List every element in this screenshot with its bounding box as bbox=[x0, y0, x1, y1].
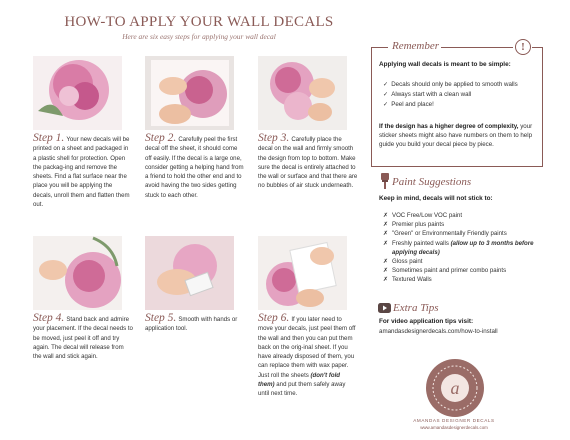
step-5-label: Step 5. bbox=[145, 312, 177, 324]
step-6-label: Step 6. bbox=[258, 312, 290, 324]
page-title: HOW-TO APPLY YOUR WALL DECALS bbox=[64, 14, 334, 30]
paint-heading: Keep in mind, decals will not stick to: bbox=[379, 195, 493, 202]
remember-rule-right bbox=[441, 47, 513, 48]
list-item: ✗ Sometimes paint and primer combo paints bbox=[383, 266, 543, 275]
step-5-text: Step 5. Smooth with hands or application tool. bbox=[145, 312, 238, 333]
step-6-photo bbox=[258, 236, 347, 310]
step-2-text: Step 2. Carefully peel the first decal off the sheet, it should come off easily. If the decal is a large one, consider getting a helping hand from a friend to hold the other end and to avoid having the two sides getting stuck to each other. bbox=[145, 132, 244, 199]
step-5-photo bbox=[145, 236, 234, 310]
list-item: ✓ Decals should only be applied to smooth walls bbox=[383, 80, 518, 90]
list-item: ✗ Textured Walls bbox=[383, 275, 543, 284]
step-3-label: Step 3. bbox=[258, 132, 290, 144]
page-subtitle: Here are six easy steps for applying your wall decal bbox=[122, 32, 276, 41]
extra-tips-title: Extra Tips bbox=[393, 302, 439, 314]
remember-heading: Applying wall decals is meant to be simple: bbox=[379, 61, 511, 68]
brand-name: AMANDAS DESIGNER DECALS bbox=[413, 418, 495, 423]
list-item: ✗ Gloss paint bbox=[383, 257, 543, 266]
paint-list bbox=[383, 211, 543, 285]
remember-list bbox=[383, 80, 518, 111]
video-tips-label: For video application tips visit: bbox=[379, 318, 474, 325]
step-4-text: Step 4. Stand back and admire your placement. If the decal needs to be moved, just peel it off and try again. The decal will release from the wall and stick again. bbox=[33, 312, 133, 361]
remember-rule-end bbox=[532, 47, 543, 48]
step-1-photo bbox=[33, 56, 122, 130]
step-3-text: Step 3. Carefully place the decal on the wall and firmly smooth the design from top to bottom. Make sure the decal is entirely attached to the wall or surface and that there are no bubbles of air stuck underneath. bbox=[258, 132, 358, 190]
remember-rule-left bbox=[371, 47, 388, 48]
step-2-label: Step 2. bbox=[145, 132, 177, 144]
step-6-text: Step 6. If you later need to move your decals, just peel them off the wall and then you can put them back on the orig-inal sheet. If you have already disposed of them, you can replace them with wax paper. Just roll the sheets (don't fold them) and put them safely away until next time. bbox=[258, 312, 356, 398]
brand-logo bbox=[425, 358, 485, 418]
paint-suggestions-title: Paint Suggestions bbox=[392, 176, 472, 188]
step-3-photo bbox=[258, 56, 347, 130]
list-item: ✗ Premier plus paints bbox=[383, 220, 543, 229]
step-4-label: Step 4. bbox=[33, 312, 65, 324]
list-item: ✗ "Green" or Environmentally Friendly paints bbox=[383, 229, 543, 238]
step-1-text: Step 1. Your new decals will be printed on a sheet and packaged in a plastic shell for protection. Open the packag-ing and remove the sheets. Find a flat surface near the place you will be applying the decals, unroll them and flatten them out. bbox=[33, 132, 130, 209]
list-item: ✓ Always start with a clean wall bbox=[383, 90, 518, 100]
alert-icon: ! bbox=[515, 39, 531, 55]
video-tips-link[interactable]: amandasdesignerdecals.com/how-to-install bbox=[379, 328, 498, 335]
list-item: ✗ Freshly painted walls (allow up to 3 months before applying decals) bbox=[383, 239, 543, 257]
step-1-label: Step 1. bbox=[33, 132, 65, 144]
list-item: ✓ Peel and place! bbox=[383, 100, 518, 110]
remember-note: If the design has a higher degree of complexity, your sticker sheets might also have numbers on them to help guide you build your decal piece by piece. bbox=[379, 123, 533, 148]
paint-brush-icon bbox=[379, 173, 391, 189]
step-2-photo bbox=[145, 56, 234, 130]
logo-letter: a bbox=[450, 378, 460, 398]
list-item: ✗ VOC Free/Low VOC paint bbox=[383, 211, 543, 220]
brand-url[interactable]: www.amandasdesignerdecals.com bbox=[420, 425, 488, 430]
youtube-play-icon bbox=[378, 303, 391, 313]
step-4-photo bbox=[33, 236, 122, 310]
remember-title: Remember bbox=[392, 40, 440, 52]
